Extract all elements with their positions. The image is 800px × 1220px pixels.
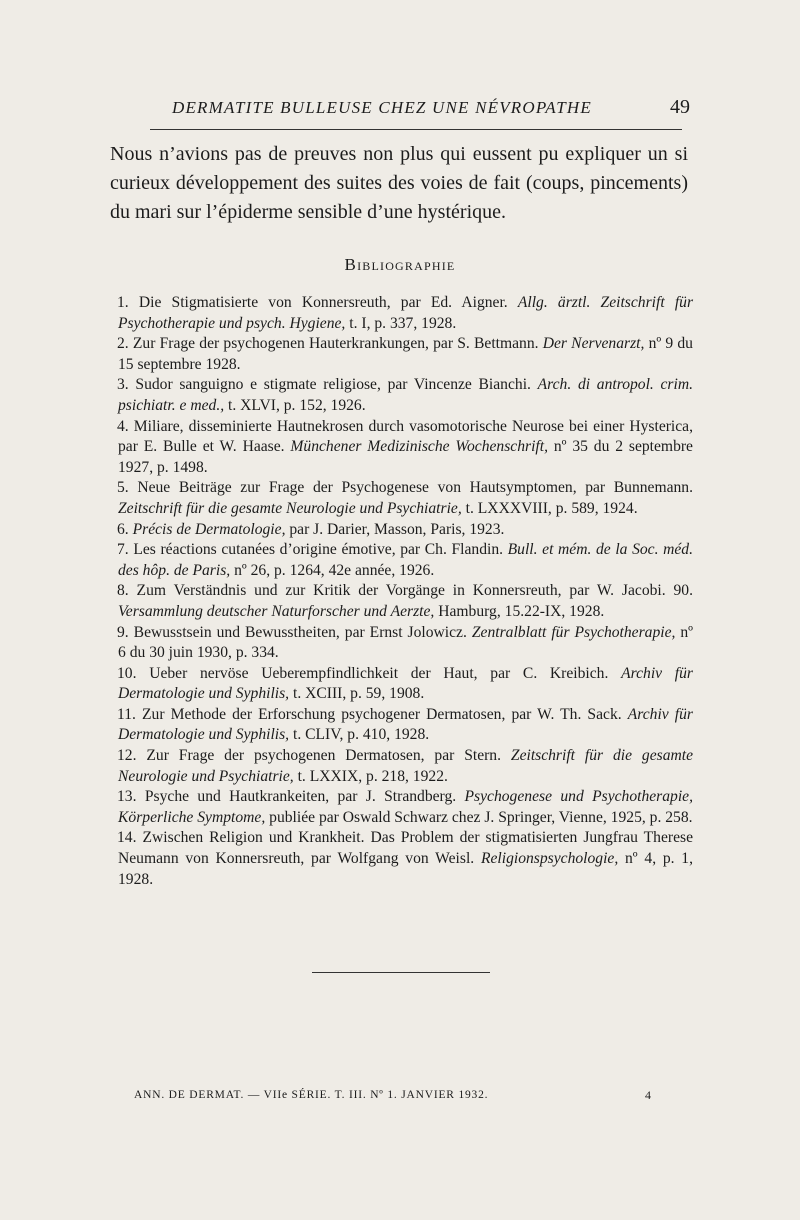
bibliography-entry [118,540,693,581]
entry-number: 12. [117,747,147,765]
entry-text: Die Stigmatisierte von Konnersreuth, par Ed. Aigner. [138,294,518,311]
entry-text: Zur Frage der psychogenen Hauterkrankungen, par S. Bettmann. [132,335,543,353]
bibliography-entry [118,334,693,375]
signature-number: 4 [645,1088,651,1102]
entry-source-title: Münchener Medizinische Wochenschrift, [290,438,548,456]
bibliography-entry [118,664,693,705]
entry-source-title: Arch. di antropol. crim. psichiatr. e med., [118,376,693,414]
entry-details: t. XLVI, p. 152, 1926. [224,396,366,414]
entry-source-title: Versammlung deutscher Naturforscher und Aerzte, [118,602,435,620]
entry-number: 4. [117,417,134,435]
entry-text: Neue Beiträge zur Frage der Psychogenese von Hautsymptomen, par Bunnemann. [137,479,694,497]
entry-number: 11. [117,705,142,723]
entry-details: t. XCIII, p. 59, 1908. [289,685,425,703]
entry-details: t. CLIV, p. 410, 1928. [289,726,430,744]
entry-source-title: Bull. et mém. de la Soc. méd. des hôp. de Paris, [118,541,694,579]
entry-number: 2. [117,335,133,353]
entry-number: 5. [117,479,138,497]
bibliography-entry [118,746,693,787]
entry-text: Zur Methode der Erforschung psychogener Dermatosen, par W. Th. Sack. [142,705,628,723]
entry-text: Zum Verständnis und zur Kritik der Vorgänge in Konnersreuth, par W. Jacobi. 90. [136,582,693,600]
entry-text: Sudor sanguigno e stigmate religiose, par Vincenze Bianchi. [135,376,538,394]
bibliography-entry [118,375,693,416]
entry-text: Miliare, disseminierte Hautnekrosen durch vasomotorische Neurose bei einer Hysterica, par E. Bulle et W. Haase. [118,417,694,456]
bibliography-entry [118,520,693,541]
entry-source-title: Zentralblatt für Psychotherapie, [471,623,676,641]
entry-text: Zur Frage der psychogenen Dermatosen, par Stern. [146,747,511,765]
entry-source-title: Précis de Dermatologie, [132,520,286,538]
entry-source-title: Archiv für Dermatologie und Syphilis, [118,705,693,744]
entry-details: nº 35 du 2 septembre 1927, p. 1498. [118,438,693,476]
entry-details: t. I, p. 337, 1928. [345,314,457,332]
entry-details: publiée par Oswald Schwarz chez J. Springer, Vienne, 1925, p. 258. [265,808,693,826]
entry-number: 7. [117,541,134,559]
entry-number: 10. [117,664,150,682]
entry-text: Ueber nervöse Ueberempfindlichkeit der Haut, par C. Kreibich. [149,664,622,682]
entry-source-title: Zeitschrift für die gesamte Neurologie und Psychiatrie, [118,747,694,785]
entry-details: nº 26, p. 1264, 42e année, 1926. [230,561,435,579]
intro-paragraph: Nous n’avions pas de preuves non plus qui eussent pu expliquer un si curieux développement des suites des voies de fait (coups, pincements) du mari sur l’épiderme sensible d’une hystérique. [110,143,688,223]
header-rule [150,129,682,130]
entry-details: nº 9 du 15 septembre 1928. [118,335,693,373]
entry-number: 9. [117,623,134,641]
entry-source-title: Allg. ärztl. Zeitschrift für Psychotherapie und psych. Hygiene, [118,294,694,332]
entry-text: Zwischen Religion und Krankheit. Das Problem der stigmatisierten Jungfrau Therese Neumann von Konnersreuth, par Wolfgang von Weisl. [118,829,693,868]
journal-footer: ANN. DE DERMAT. — VIIe SÉRIE. T. III. Nº 1. JANVIER 1932. [134,1089,489,1101]
entry-text: Psyche und Hautkrankeiten, par J. Strandberg. [144,788,465,806]
entry-source-title: Religionspsychologie, [480,850,619,868]
entry-source-title: Psychogenese und Psychotherapie, Körperliche Symptome, [118,788,693,826]
entry-text: Bewusstsein und Bewusstheiten, par Ernst Jolowicz. [133,623,472,641]
entry-details: Hamburg, 15.22-IX, 1928. [434,602,605,620]
end-rule [312,972,490,973]
bibliography-entry [118,478,693,519]
bibliography-entry [118,828,693,890]
entry-source-title: Der Nervenarzt, [542,335,645,353]
entry-details: t. LXXIX, p. 218, 1922. [293,767,448,785]
page-number: 49 [670,96,690,118]
running-title: DERMATITE BULLEUSE CHEZ UNE NÉVROPATHE [172,98,592,117]
entry-number: 14. [117,829,143,847]
entry-source-title: Archiv für Dermatologie und Syphilis, [118,664,693,703]
bibliography-entry [118,705,693,746]
entry-text: Les réactions cutanées d’origine émotive, par Ch. Flandin. [133,541,508,559]
entry-details: par J. Darier, Masson, Paris, 1923. [285,520,505,538]
bibliography-heading [0,255,800,275]
bibliography-entry [118,293,693,334]
bibliography-list [118,293,693,890]
entry-details: nº 6 du 30 juin 1930, p. 334. [118,623,694,662]
entry-details: t. LXXXVIII, p. 589, 1924. [461,499,638,517]
bibliography-entry [118,623,693,664]
entry-source-title: Zeitschrift für die gesamte Neurologie und Psychiatrie, [118,499,462,517]
entry-number: 6. [117,520,133,538]
bibliography-entry [118,417,693,479]
bibliography-heading-text: Bibliographie [344,255,456,274]
bibliography-entry [118,787,693,828]
entry-number: 3. [117,376,136,394]
entry-number: 13. [117,788,145,806]
bibliography-entry [118,581,693,622]
entry-details: nº 4, p. 1, 1928. [118,850,693,888]
entry-number: 8. [117,582,137,600]
entry-number: 1. [117,294,139,311]
